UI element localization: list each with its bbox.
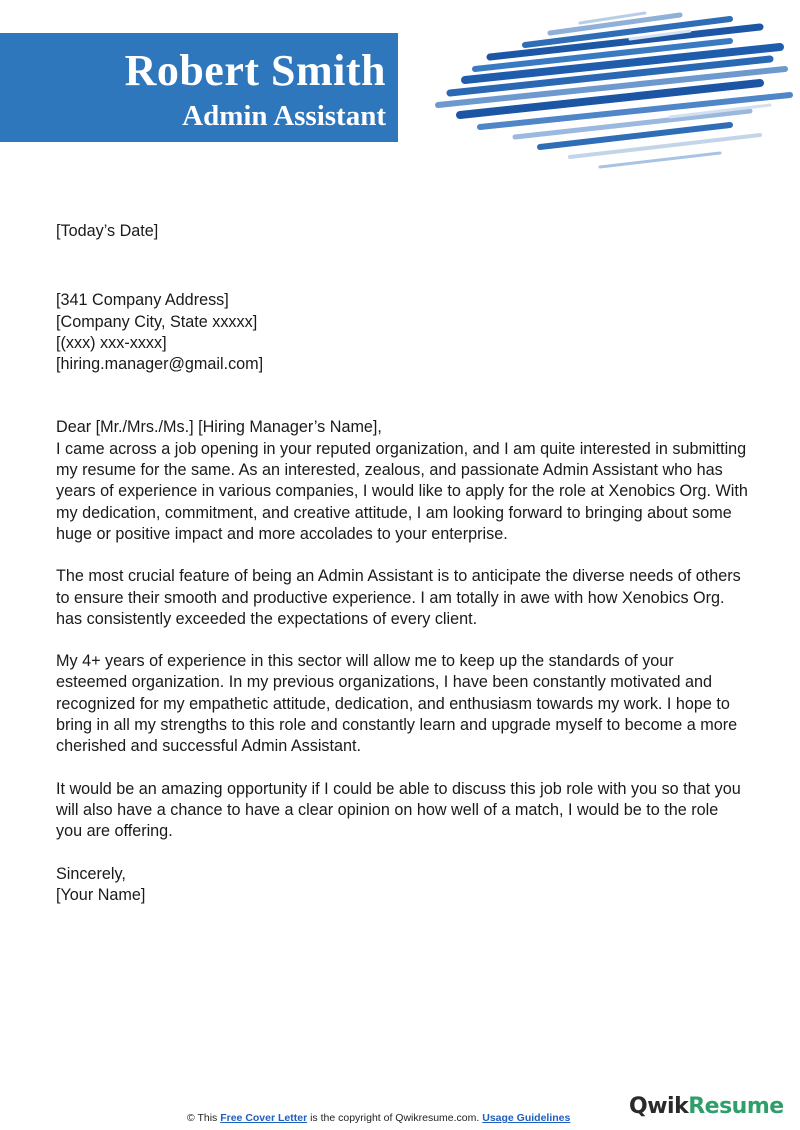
- paragraph-line: I came across a job opening in your reputed organization, and I am quite interested in submitting: [56, 439, 747, 458]
- paragraph-1: [56, 439, 756, 545]
- paragraph-line: to ensure their smooth and productive experience. I am totally in awe with how Xenobics Org.: [56, 588, 725, 607]
- paragraph-line: years of experience in various companies, I would like to apply for the role at Xenobics Org. With: [56, 482, 748, 501]
- paragraph-line: you are offering.: [56, 822, 173, 841]
- paragraph-line: huge or positive impact and more accolades to your enterprise.: [56, 524, 508, 543]
- paragraph-line: It would be an amazing opportunity if I could be able to discuss this job role with you so that you: [56, 779, 741, 798]
- copyright-footer: [187, 1112, 570, 1124]
- closing: Sincerely,: [56, 864, 126, 883]
- paragraph-line: recognized for my empathetic attitude, dedication, and enthusiasm towards my work. I hope to: [56, 694, 730, 713]
- candidate-name: Robert Smith: [124, 46, 386, 95]
- footer-middle: is the copyright of Qwikresume.com.: [307, 1112, 483, 1124]
- letter-date: [Today’s Date]: [56, 222, 159, 240]
- paragraph-line: has consistently exceeded the expectations of every client.: [56, 609, 478, 628]
- paragraph-3: [56, 651, 756, 757]
- paragraph-2: [56, 566, 756, 630]
- address-line: [341 Company Address]: [56, 291, 229, 310]
- salutation: Dear [Mr./Mrs./Ms.] [Hiring Manager’s Name],: [56, 418, 382, 437]
- usage-guidelines-link[interactable]: Usage Guidelines: [482, 1112, 571, 1124]
- paragraph-line: My 4+ years of experience in this sector will allow me to keep up the standards of your: [56, 652, 674, 671]
- paragraph-line: cherished and successful Admin Assistant.: [56, 737, 362, 756]
- qwikresume-logo: [629, 1094, 784, 1119]
- logo-part-resume: Resume: [688, 1094, 784, 1119]
- paragraph-line: bring in all my strengths to this role and constantly learn and upgrade myself to become a more: [56, 716, 738, 735]
- paragraph-line: esteemed organization. In my previous organizations, I have been constantly motivated and: [56, 673, 712, 692]
- candidate-role: Admin Assistant: [182, 100, 386, 132]
- paragraph-line: The most crucial feature of being an Admin Assistant is to anticipate the diverse needs of others: [56, 567, 741, 586]
- paragraph-4: [56, 779, 756, 843]
- address-line: [Company City, State xxxxx]: [56, 312, 258, 331]
- paragraph-line: will also have a chance to have a clear opinion on how well of a match, I would be to the role: [56, 800, 719, 819]
- signature: [Your Name]: [56, 885, 146, 904]
- recipient-address: [56, 290, 756, 375]
- footer-prefix: © This: [187, 1112, 221, 1124]
- header-band: [0, 33, 398, 142]
- letter-body: [56, 221, 756, 906]
- paragraph-line: my dedication, commitment, and creative attitude, I am looking forward to bringing about some: [56, 503, 732, 522]
- address-email: [hiring.manager@gmail.com]: [56, 355, 264, 374]
- paragraph-line: my resume for the same. As an interested, zealous, and passionate Admin Assistant who has: [56, 461, 723, 480]
- free-cover-letter-link[interactable]: Free Cover Letter: [220, 1112, 308, 1124]
- decorative-streaks: [430, 5, 800, 180]
- address-line: [(xxx) xxx-xxxx]: [56, 333, 167, 352]
- logo-part-qwik: Qwik: [629, 1094, 689, 1119]
